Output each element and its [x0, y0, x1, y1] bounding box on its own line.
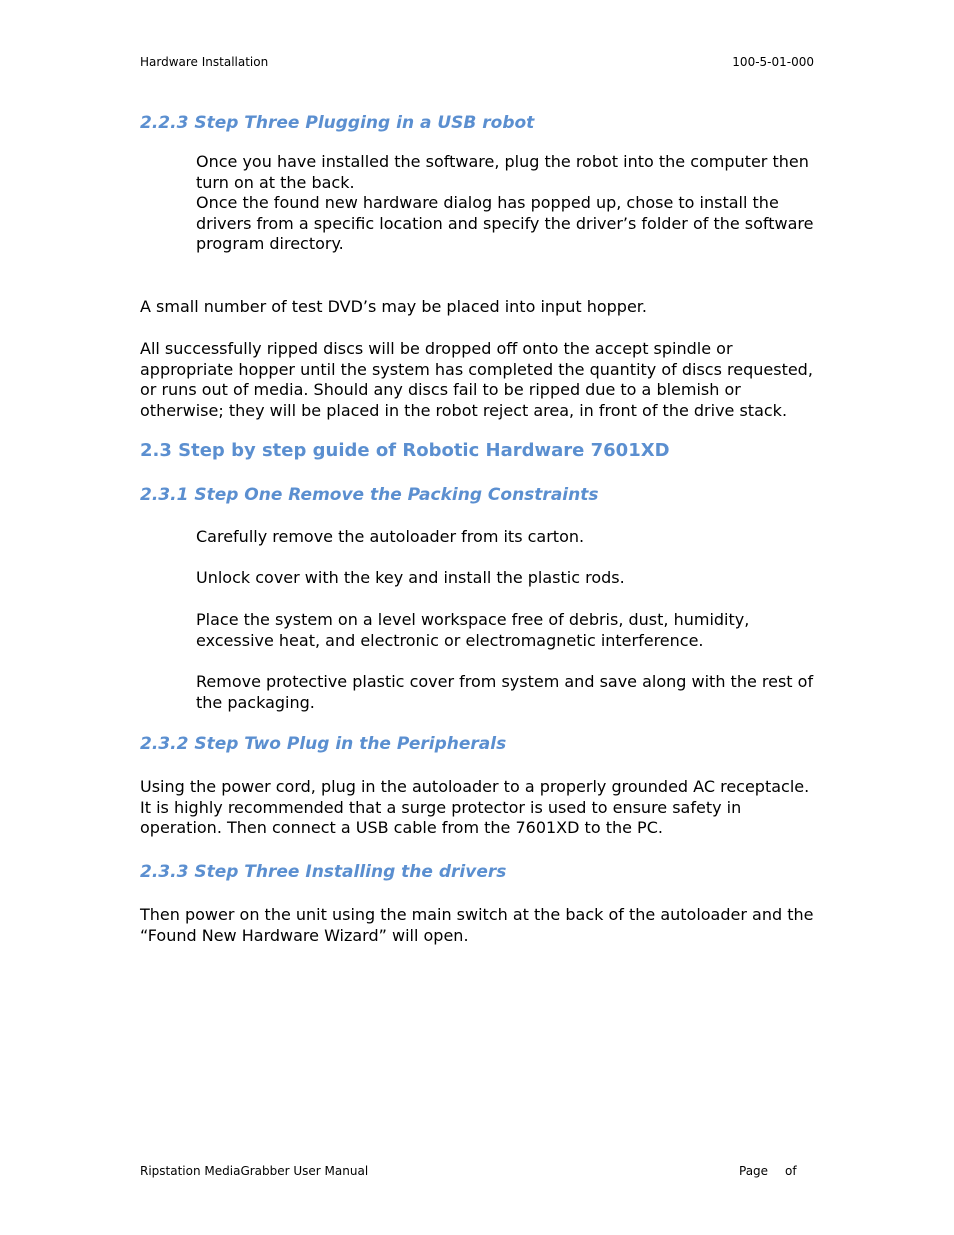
paragraph-ripped-discs: All successfully ripped discs will be dropped off onto the accept spindle or appropriate hopper until the system has completed the quantity of discs requested, or runs out of media. Should any discs fail to be ripped due to a blemish or otherwise; they will be placed in the robot reject area, in front of the drive stack. [140, 339, 813, 421]
footer-page-label: Page [739, 1164, 769, 1178]
heading-2-3-2: 2.3.2 Step Two Plug in the Peripherals [140, 734, 507, 754]
paragraph-unlock-cover: Unlock cover with the key and install the plastic rods. [196, 568, 625, 587]
heading-2-3-1: 2.3.1 Step One Remove the Packing Constraints [140, 485, 599, 505]
heading-2-3-3: 2.3.3 Step Three Installing the drivers [140, 862, 507, 882]
heading-2-2-3: 2.2.3 Step Three Plugging in a USB robot [140, 113, 535, 133]
footer-manual-title: Ripstation MediaGrabber User Manual [140, 1164, 369, 1178]
paragraph-test-dvds: A small number of test DVD’s may be placed into input hopper. [140, 297, 647, 316]
paragraph-remove-plastic: Remove protective plastic cover from system and save along with the rest of the packaging. [196, 672, 814, 712]
paragraph-power-on: Then power on the unit using the main switch at the back of the autoloader and the “Found New Hardware Wizard” will open. [140, 905, 814, 945]
footer-of-label: of [785, 1164, 797, 1178]
header-section-title: Hardware Installation [140, 55, 269, 69]
paragraph-plug-robot: Once you have installed the software, plug the robot into the computer then turn on at the back. [196, 152, 809, 192]
paragraph-found-hardware: Once the found new hardware dialog has popped up, chose to install the drivers from a specific location and specify the driver’s folder of the software program directory. [196, 193, 814, 254]
paragraph-place-system: Place the system on a level workspace free of debris, dust, humidity, excessive heat, and electronic or electromagnetic interference. [196, 610, 750, 650]
paragraph-power-cord: Using the power cord, plug in the autoloader to a properly grounded AC receptacle. It is highly recommended that a surge protector is used to ensure safety in operation. Then connect a USB cable from the 7601XD to the PC. [140, 777, 810, 838]
paragraph-remove-carton: Carefully remove the autoloader from its carton. [196, 527, 585, 546]
header-doc-number: 100-5-01-000 [732, 55, 814, 69]
heading-2-3: 2.3 Step by step guide of Robotic Hardware 7601XD [140, 440, 670, 461]
